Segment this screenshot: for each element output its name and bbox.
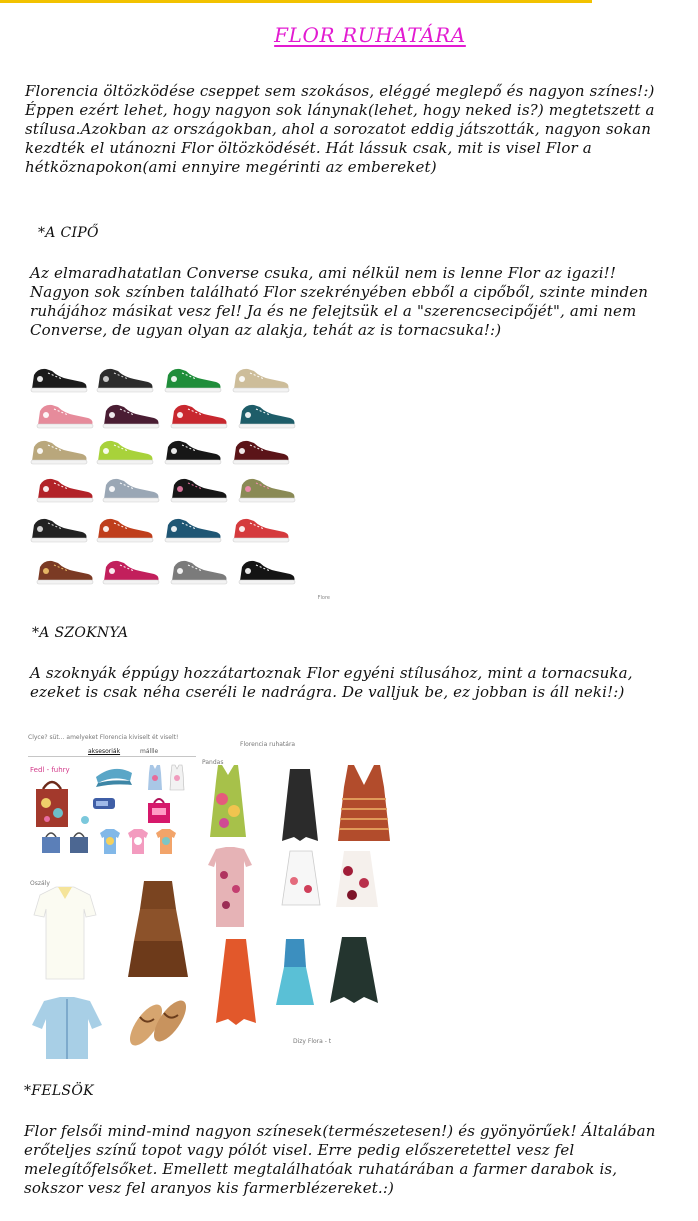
collage-bottom-caption: Dizy Flora - t	[293, 1038, 332, 1045]
collage-label-skirts: Pandas	[202, 759, 224, 766]
pencil-case-image	[92, 795, 116, 811]
section-heading-skirt: *A SZOKNYA	[32, 625, 129, 641]
sneaker-grey-blue	[100, 475, 162, 505]
tee-pink-image	[126, 827, 150, 855]
sandals-image	[126, 995, 190, 1049]
sneaker-pink-black	[168, 475, 230, 505]
sneaker-red-wide	[34, 475, 96, 505]
floral-shirt-image	[206, 845, 254, 929]
sneaker-lime	[94, 437, 156, 467]
tops-paragraph: Flor felsői mind-mind nagyon színesek(természetesen!) és gyönyörűek! Általában erőteljes színű topot vagy pólót visel. Erre pedig előszeretettel vesz fel melegítőfelsőket. Emellett megtalálhatóak ruhatárában a farmer darabok is, sokszor vesz fel aranyos kis farmerblézereket.:)	[24, 1122, 656, 1197]
section-heading-shoes: *A CIPŐ	[38, 225, 99, 241]
sneaker-magenta	[100, 557, 162, 587]
intro-paragraph: Florencia öltözködése cseppet sem szokásos, eléggé meglepő és nagyon színes!:) Éppen ezért lehet, hogy nagyon sok lánynak(lehet, hogy neked is?) megtetszett a stílusa.Azokban az országokban, ahol a sorozatot eddig játszották, nagyon sokan kezdték el utánozni Flor öltözködését. Hát lássuk csak, mit is visel Flor a hétköznapokon(ami ennyire megérinti az embereket)	[25, 82, 655, 176]
collage-label-accessories: Fedl - fuhry	[30, 766, 70, 774]
sneaker-black-print	[28, 515, 90, 545]
sneaker-brown-pattern	[34, 557, 96, 587]
tee-blue-image	[98, 827, 122, 855]
orange-skirt-image	[214, 937, 258, 1027]
cap-image	[92, 763, 136, 789]
collage-tab-skirts: mállle	[140, 748, 159, 755]
sneaker-pink	[34, 401, 96, 431]
sneaker-maroon	[230, 437, 292, 467]
clothing-collage-image	[28, 733, 400, 1063]
sneaker-green	[162, 365, 224, 395]
sneaker-stripes	[230, 515, 292, 545]
blue-jacket-image	[30, 995, 104, 1061]
sneaker-navy-teal	[162, 515, 224, 545]
sneaker-black-white	[162, 437, 224, 467]
collage-tabs	[28, 748, 196, 757]
tank-top-white-image	[168, 763, 186, 791]
collage-header-text: Clyce? süt... amelyeket Florencia kiviselt ét viselt!	[28, 734, 179, 741]
small-charm-image	[80, 815, 90, 825]
white-top-image	[32, 885, 98, 981]
floral-tank-image	[206, 763, 250, 839]
collage-right-caption: Florencia ruhatára	[240, 741, 296, 748]
black-skirt-image	[278, 767, 322, 843]
turquoise-skirt-image	[274, 937, 316, 1007]
sneaker-black-hi	[28, 365, 90, 395]
shoes-paragraph: Az elmaradhatatlan Converse csuka, ami nélkül nem is lenne Flor az igazi!! Nagyon sok színben található Flor szekrényében ebből a cipőből, szinte minden ruhájához másikat vesz fel! Ja és ne felejtsük el a "szerencsecipőjét", ami nem Converse, de ugyan olyan az alakja, tehát az is tornacsuka!:)	[30, 264, 649, 339]
top-rule	[0, 0, 592, 3]
sneaker-black-lo2	[236, 557, 298, 587]
tee-orange-image	[154, 827, 178, 855]
sneaker-teal	[236, 401, 298, 431]
small-bag-blue-image	[40, 829, 62, 855]
sneaker-rust	[94, 515, 156, 545]
sneaker-plum	[100, 401, 162, 431]
sneaker-collage-image	[26, 365, 332, 601]
dark-green-skirt-image	[328, 935, 380, 1005]
sneaker-beige	[230, 365, 292, 395]
small-bag-denim-image	[68, 829, 90, 855]
striped-top-image	[336, 763, 392, 843]
print-skirt-image	[334, 849, 380, 909]
sneaker-khaki	[28, 437, 90, 467]
sneaker-grey	[168, 557, 230, 587]
sneaker-red-hi	[168, 401, 230, 431]
brown-tiered-skirt-image	[126, 879, 190, 979]
pink-bag-image	[146, 795, 172, 825]
sneaker-olive	[236, 475, 298, 505]
section-heading-tops: *FELSÖK	[24, 1083, 94, 1099]
page-title: FLOR RUHATÁRA	[274, 23, 466, 47]
collage-label-tops: Oszály	[30, 880, 50, 887]
collage-tab-accessories: aksesoriák	[88, 748, 121, 755]
tank-top-small-image	[146, 763, 164, 791]
white-print-skirt-image	[280, 849, 322, 907]
skirt-paragraph: A szoknyák éppúgy hozzátartoznak Flor egyéni stílusához, mint a tornacsuka, ezeket is csak néha cseréli le nadrágra. De valljuk be, ez jobban is áll neki!:)	[30, 664, 633, 701]
sneaker-black-low	[94, 365, 156, 395]
tote-bag-image	[33, 775, 71, 829]
image-credit: Flore	[317, 595, 330, 601]
